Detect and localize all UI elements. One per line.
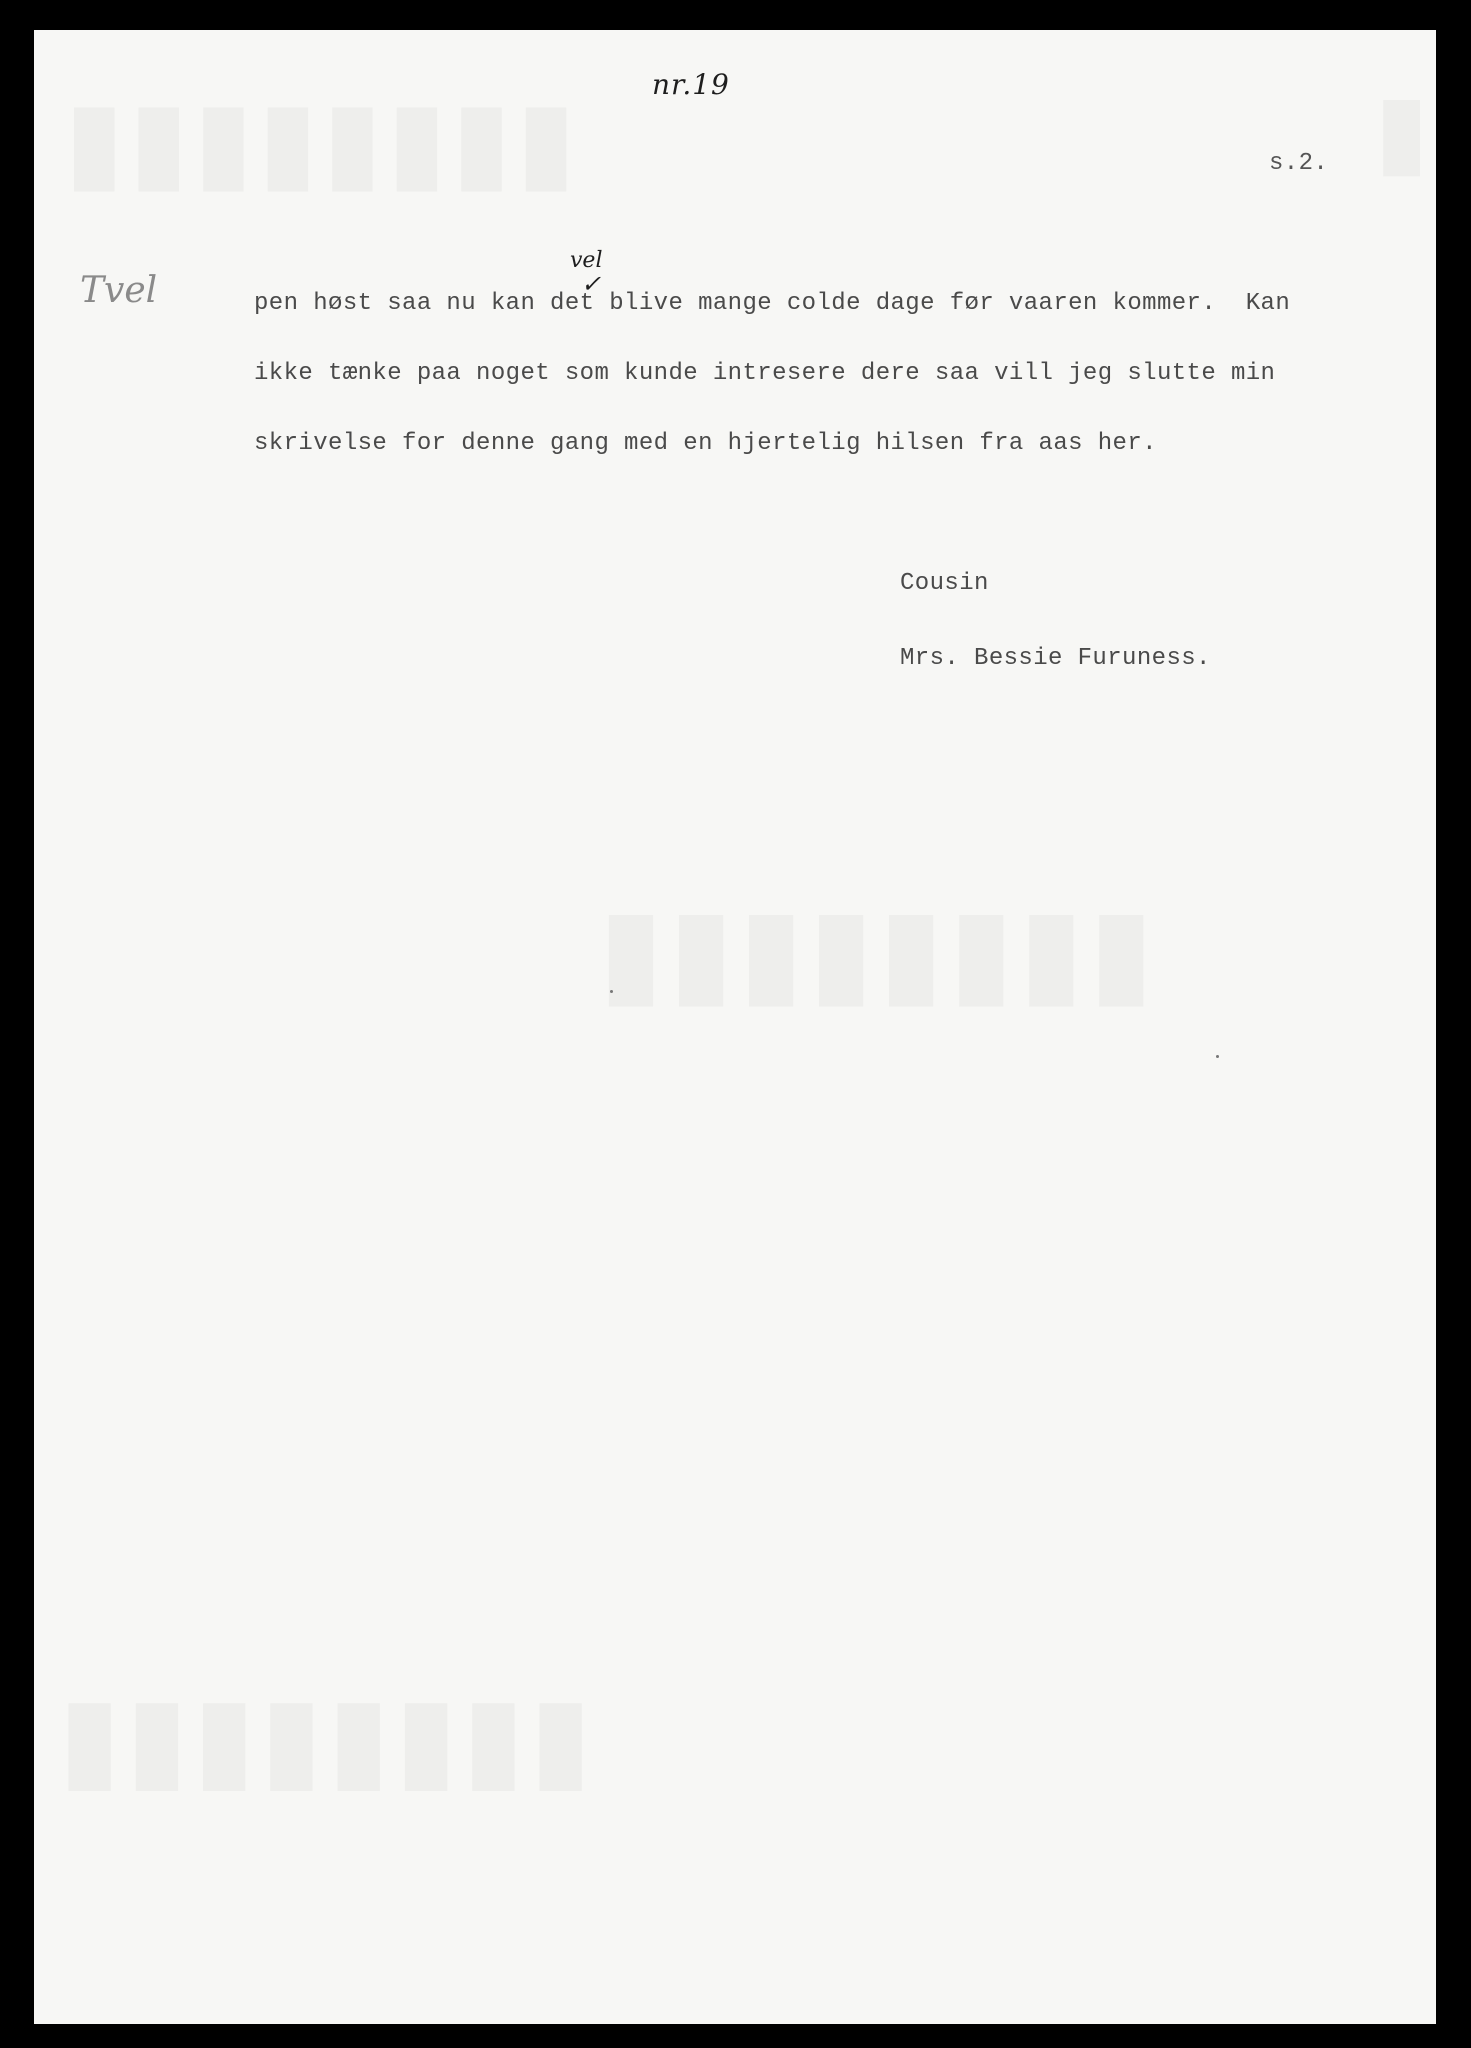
signature: Mrs. Bessie Furuness. (900, 645, 1211, 672)
handwritten-page-number: nr.19 (652, 68, 730, 101)
show-through-stamp-edge (1374, 70, 1433, 188)
paper-speck (1216, 1055, 1219, 1058)
document-page (34, 30, 1436, 2024)
body-line: ikke tænke paa noget som kunde intresere dere saa vill jeg slutte min (254, 360, 1276, 387)
paper-speck (610, 990, 613, 993)
insertion-word: vel (570, 248, 603, 273)
body-line: pen høst saa nu kan det blive mange colde dage før vaaren kommer. Kan (254, 290, 1291, 317)
closing: Cousin (900, 570, 989, 597)
sheet-number: s.2. (1269, 150, 1329, 177)
show-through-stamp (594, 880, 1154, 1021)
show-through-stamp (54, 1670, 592, 1805)
insertion-caret-icon: ✓ (581, 270, 602, 298)
body-line: skrivelse for denne gang med en hjertelig hilsen fra aas her. (254, 430, 1157, 457)
show-through-stamp (64, 75, 580, 205)
margin-annotation: Tvel (80, 270, 158, 311)
